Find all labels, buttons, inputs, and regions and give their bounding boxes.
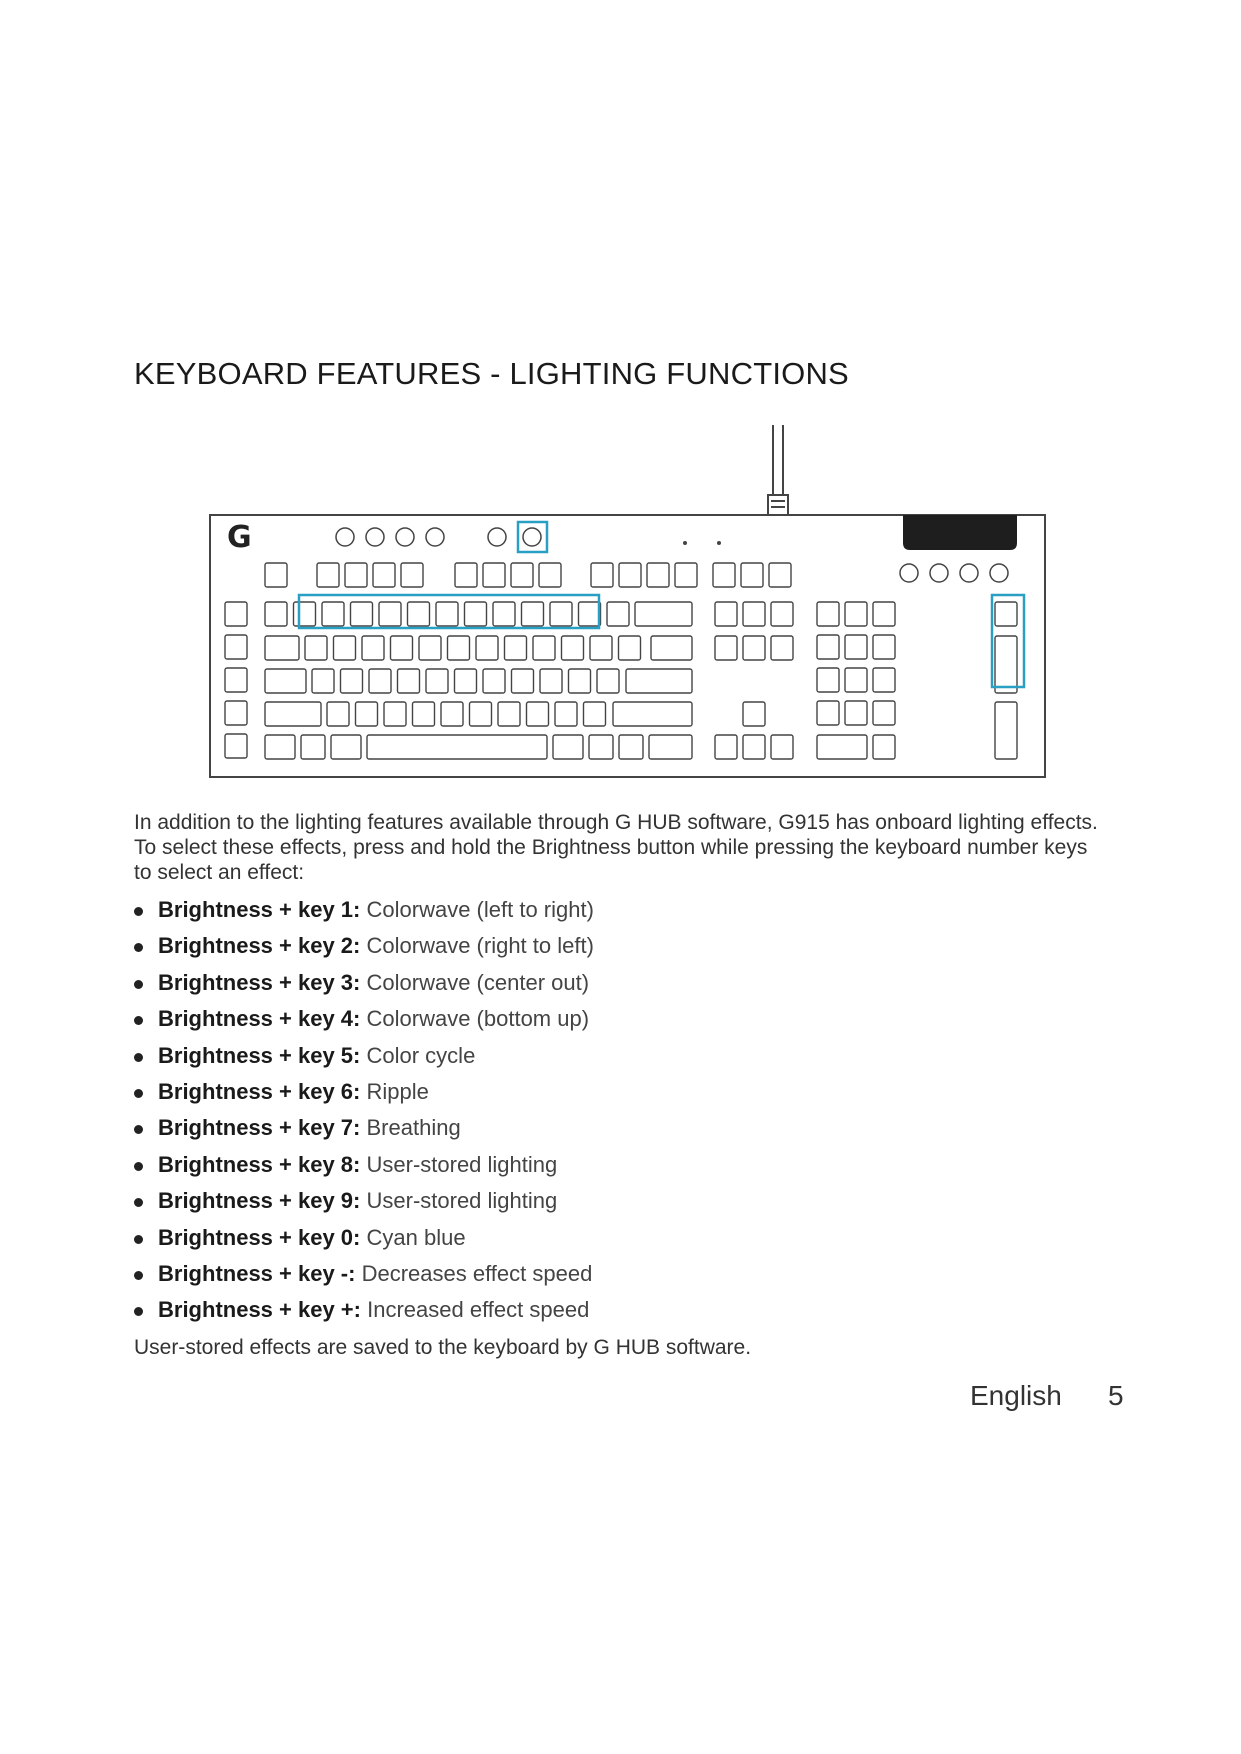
keycap	[483, 563, 505, 587]
keycap	[635, 602, 692, 626]
keycap	[845, 701, 867, 725]
keycap	[470, 702, 492, 726]
bullet-icon	[134, 943, 143, 952]
keycap	[995, 602, 1017, 626]
keycap	[401, 563, 423, 587]
keycap	[613, 702, 692, 726]
keycap	[619, 636, 641, 660]
keycap	[540, 669, 562, 693]
keycap	[995, 636, 1017, 693]
bullet-icon	[134, 1307, 143, 1316]
keycap	[351, 602, 373, 626]
keycap	[265, 702, 321, 726]
keycap	[817, 602, 839, 626]
feature-effect: Cyan blue	[366, 1224, 466, 1250]
keycap	[498, 702, 520, 726]
keycap	[533, 636, 555, 660]
bullet-icon	[134, 1016, 143, 1025]
footnote: User-stored effects are saved to the keyboard by G HUB software.	[134, 1336, 752, 1359]
keycap	[455, 669, 477, 693]
feature-effect: User-stored lighting	[366, 1188, 558, 1214]
bullet-icon	[134, 1198, 143, 1207]
keycap	[817, 701, 839, 725]
keycap	[511, 563, 533, 587]
keycap	[539, 563, 561, 587]
feature-key-combo: Brightness + key 0:	[158, 1224, 361, 1250]
keycap	[743, 702, 765, 726]
keycap	[448, 636, 470, 660]
feature-effect: User-stored lighting	[366, 1151, 558, 1177]
keycap	[225, 668, 247, 692]
keycap	[562, 636, 584, 660]
keycap	[591, 563, 613, 587]
keycap	[743, 602, 765, 626]
bullet-icon	[134, 907, 143, 916]
keycap	[476, 636, 498, 660]
keycap	[379, 602, 401, 626]
feature-effect: Increased effect speed	[367, 1297, 590, 1323]
list-item	[134, 1150, 1034, 1186]
keycap	[455, 563, 477, 587]
keycap	[341, 669, 363, 693]
keycap	[743, 636, 765, 660]
keycap	[579, 602, 601, 626]
keycap	[741, 563, 763, 587]
feature-key-combo: Brightness + key 2:	[158, 933, 361, 959]
keycap	[317, 563, 339, 587]
keycap	[225, 635, 247, 659]
keycap	[873, 635, 895, 659]
keycap	[483, 669, 505, 693]
keycap	[265, 735, 295, 759]
keycap	[995, 702, 1017, 759]
keycap	[441, 702, 463, 726]
keycap	[331, 735, 361, 759]
keycap	[505, 636, 527, 660]
keycap	[589, 735, 613, 759]
keycap	[817, 635, 839, 659]
keycap	[715, 735, 737, 759]
keycap	[512, 669, 534, 693]
keycap	[555, 702, 577, 726]
bullet-icon	[134, 1162, 143, 1171]
feature-key-combo: Brightness + key 4:	[158, 1006, 361, 1032]
keycap	[651, 636, 692, 660]
keycap	[527, 702, 549, 726]
keycap	[553, 735, 583, 759]
list-item	[134, 1223, 1034, 1259]
keycap	[373, 563, 395, 587]
list-item	[134, 1113, 1034, 1149]
list-item	[134, 895, 1034, 931]
feature-key-combo: Brightness + key 5:	[158, 1042, 361, 1068]
keycap	[550, 602, 572, 626]
intro-paragraph: In addition to the lighting features available through G HUB software, G915 has onboard lighting effects. To select these effects, press and hold the Brightness button while pressing the keyboard number keys to select an effect:	[134, 811, 1098, 884]
feature-effect: Colorwave (right to left)	[366, 933, 594, 959]
keycap	[384, 702, 406, 726]
feature-key-combo: Brightness + key 8:	[158, 1151, 361, 1177]
keycap	[265, 602, 287, 626]
bullet-icon	[134, 1235, 143, 1244]
keycap	[769, 563, 791, 587]
keycap	[590, 636, 612, 660]
footer-language: English	[970, 1380, 1062, 1411]
bullet-icon	[134, 1271, 143, 1280]
keycap	[584, 702, 606, 726]
bullet-icon	[134, 980, 143, 989]
keycap	[419, 636, 441, 660]
keycap	[522, 602, 544, 626]
feature-effect: Decreases effect speed	[361, 1260, 593, 1286]
keycap	[408, 602, 430, 626]
keycap	[225, 701, 247, 725]
keycap	[845, 635, 867, 659]
list-item	[134, 1077, 1034, 1113]
bullet-icon	[134, 1053, 143, 1062]
keycap	[367, 735, 547, 759]
keycap	[334, 636, 356, 660]
keycap	[265, 669, 306, 693]
list-item	[134, 1259, 1034, 1295]
keycap	[426, 669, 448, 693]
keycap	[873, 735, 895, 759]
feature-effect: Colorwave (left to right)	[366, 897, 594, 922]
keycap	[356, 702, 378, 726]
keycap	[436, 602, 458, 626]
list-item	[134, 1295, 1034, 1331]
bullet-icon	[134, 1125, 143, 1134]
keycap	[327, 702, 349, 726]
keycap	[305, 636, 327, 660]
feature-effect: Colorwave (bottom up)	[366, 1006, 590, 1032]
list-item	[134, 1186, 1034, 1222]
feature-key-combo: Brightness + key 3:	[158, 969, 361, 995]
keycap	[265, 563, 287, 587]
keycap	[493, 602, 515, 626]
keycap	[715, 636, 737, 660]
feature-key-combo: Brightness + key 1:	[158, 897, 361, 922]
keycap	[713, 563, 735, 587]
keycap	[362, 636, 384, 660]
keycap	[649, 735, 692, 759]
keycap	[569, 669, 591, 693]
keycap	[771, 602, 793, 626]
list-item	[134, 968, 1034, 1004]
feature-effect: Colorwave (center out)	[366, 969, 590, 995]
keycap	[675, 563, 697, 587]
keycap	[873, 668, 895, 692]
keycap	[294, 602, 316, 626]
keycap	[413, 702, 435, 726]
keycap	[873, 701, 895, 725]
keycap	[647, 563, 669, 587]
feature-effect: Color cycle	[366, 1042, 476, 1068]
keycap	[619, 563, 641, 587]
keycap	[715, 602, 737, 626]
feature-key-combo: Brightness + key -:	[158, 1260, 356, 1286]
list-item	[134, 1041, 1034, 1077]
usb-cable-icon	[768, 425, 788, 515]
feature-key-combo: Brightness + key 6:	[158, 1078, 361, 1104]
logitech-g-logo-icon: G	[227, 520, 252, 555]
keycap	[743, 735, 765, 759]
feature-key-combo: Brightness + key +:	[158, 1297, 361, 1323]
keycap	[817, 735, 867, 759]
feature-key-combo: Brightness + key 7:	[158, 1115, 361, 1141]
keycap	[265, 636, 299, 660]
keycap	[845, 668, 867, 692]
feature-list	[134, 895, 1034, 1332]
keycap	[301, 735, 325, 759]
keycap	[626, 669, 692, 693]
keycap	[771, 636, 793, 660]
keycap	[873, 602, 895, 626]
list-item	[134, 931, 1034, 967]
keycap	[312, 669, 334, 693]
keyboard-display-panel	[903, 515, 1017, 550]
keycap	[391, 636, 413, 660]
keycap	[322, 602, 344, 626]
keycap	[597, 669, 619, 693]
bullet-icon	[134, 1089, 143, 1098]
keycap	[619, 735, 643, 759]
list-item	[134, 1004, 1034, 1040]
feature-effect: Breathing	[366, 1115, 461, 1141]
keycap	[607, 602, 629, 626]
page-title: KEYBOARD FEATURES - LIGHTING FUNCTIONS	[134, 356, 849, 391]
keycap	[225, 602, 247, 626]
keycap	[225, 734, 247, 758]
keycap	[345, 563, 367, 587]
page-number: 5	[1108, 1380, 1124, 1411]
keycap	[398, 669, 420, 693]
keycap	[369, 669, 391, 693]
feature-key-combo: Brightness + key 9:	[158, 1188, 361, 1214]
keycap	[845, 602, 867, 626]
keyboard-illustration	[205, 425, 1055, 793]
feature-effect: Ripple	[366, 1078, 429, 1104]
keycap	[771, 735, 793, 759]
keycap	[817, 668, 839, 692]
keycap	[465, 602, 487, 626]
